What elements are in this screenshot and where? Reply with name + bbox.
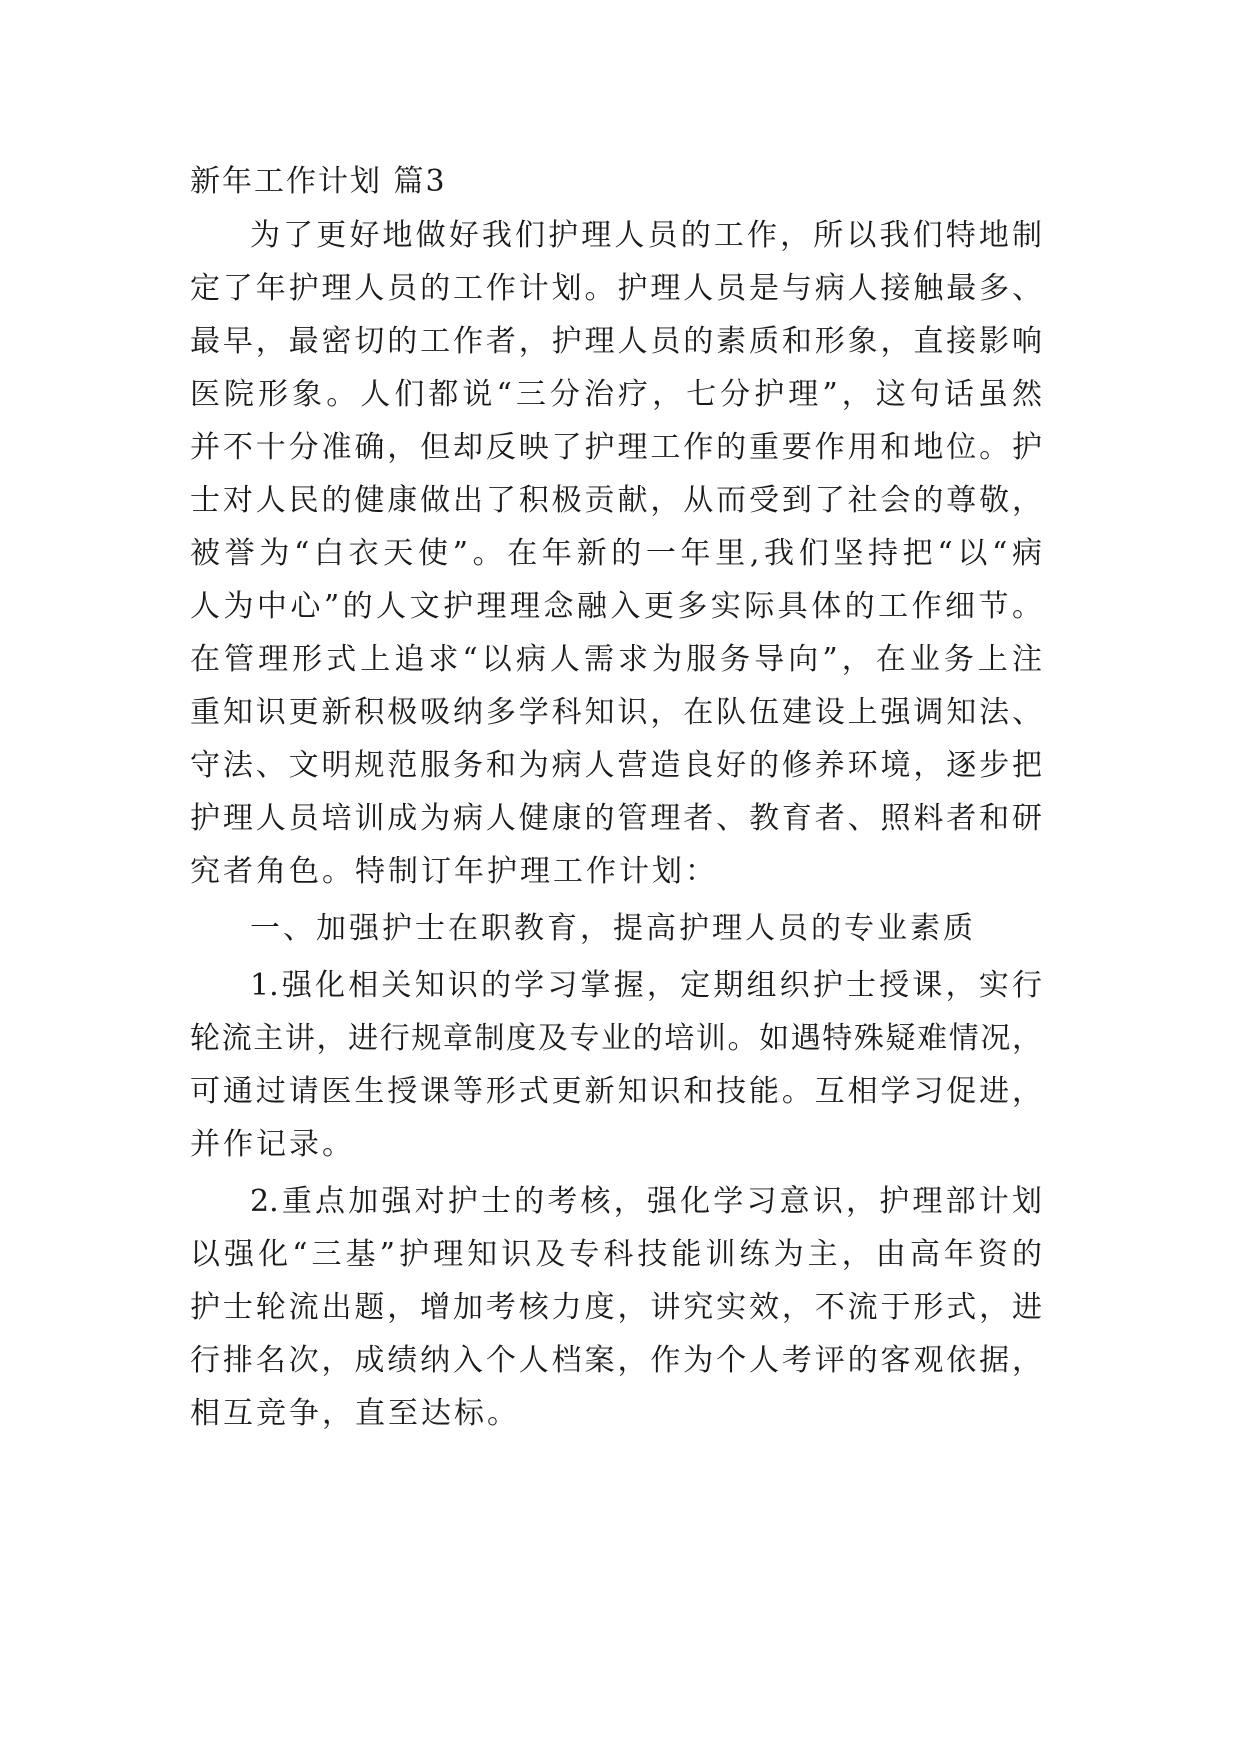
document-title: 新年工作计划 篇3 [190, 164, 447, 199]
item-1-line-2: 轮流主讲，进行规章制度及专业的培训。如遇特殊疑难情况， [190, 1021, 1042, 1056]
intro-line-13: 究者角色。特制订年护理工作计划： [190, 854, 718, 889]
intro-line-6: 士对人民的健康做出了积极贡献，从而受到了社会的尊敬， [190, 483, 1042, 518]
item-2-line-1: 2.重点加强对护士的考核，强化学习意识，护理部计划 [250, 1184, 1042, 1219]
intro-line-11: 守法、文明规范服务和为病人营造良好的修养环境，逐步把 [190, 748, 1042, 783]
intro-line-4: 医院形象。人们都说“三分治疗，七分护理”，这句话虽然 [190, 377, 1042, 412]
item-2-line-4: 行排名次，成绩纳入个人档案，作为个人考评的客观依据， [190, 1343, 1042, 1378]
intro-line-5: 并不十分准确，但却反映了护理工作的重要作用和地位。护 [190, 430, 1042, 465]
intro-line-2: 定了年护理人员的工作计划。护理人员是与病人接触最多、 [190, 271, 1042, 306]
intro-line-3: 最早，最密切的工作者，护理人员的素质和形象，直接影响 [190, 324, 1042, 359]
intro-line-12: 护理人员培训成为病人健康的管理者、教育者、照料者和研 [190, 801, 1042, 836]
item-1-line-4: 并作记录。 [190, 1127, 355, 1162]
intro-line-7: 被誉为“白衣天使”。在年新的一年里,我们坚持把“以“病 [190, 536, 1042, 571]
item-2-line-5: 相互竞争，直至达标。 [190, 1396, 520, 1431]
intro-line-9: 在管理形式上追求“以病人需求为服务导向”，在业务上注 [190, 642, 1042, 677]
intro-line-10: 重知识更新积极吸纳多学科知识，在队伍建设上强调知法、 [190, 695, 1042, 730]
item-2-line-2: 以强化“三基”护理知识及专科技能训练为主，由高年资的 [190, 1237, 1042, 1272]
section-heading: 一、加强护士在职教育，提高护理人员的专业素质 [250, 911, 976, 946]
item-1-line-1: 1.强化相关知识的学习掌握，定期组织护士授课，实行 [250, 968, 1042, 1003]
item-1-line-3: 可通过请医生授课等形式更新知识和技能。互相学习促进， [190, 1074, 1042, 1109]
intro-line-1: 为了更好地做好我们护理人员的工作，所以我们特地制 [250, 218, 1042, 253]
item-2-line-3: 护士轮流出题，增加考核力度，讲究实效，不流于形式，进 [190, 1290, 1042, 1325]
intro-line-8: 人为中心”的人文护理理念融入更多实际具体的工作细节。 [190, 589, 1042, 624]
